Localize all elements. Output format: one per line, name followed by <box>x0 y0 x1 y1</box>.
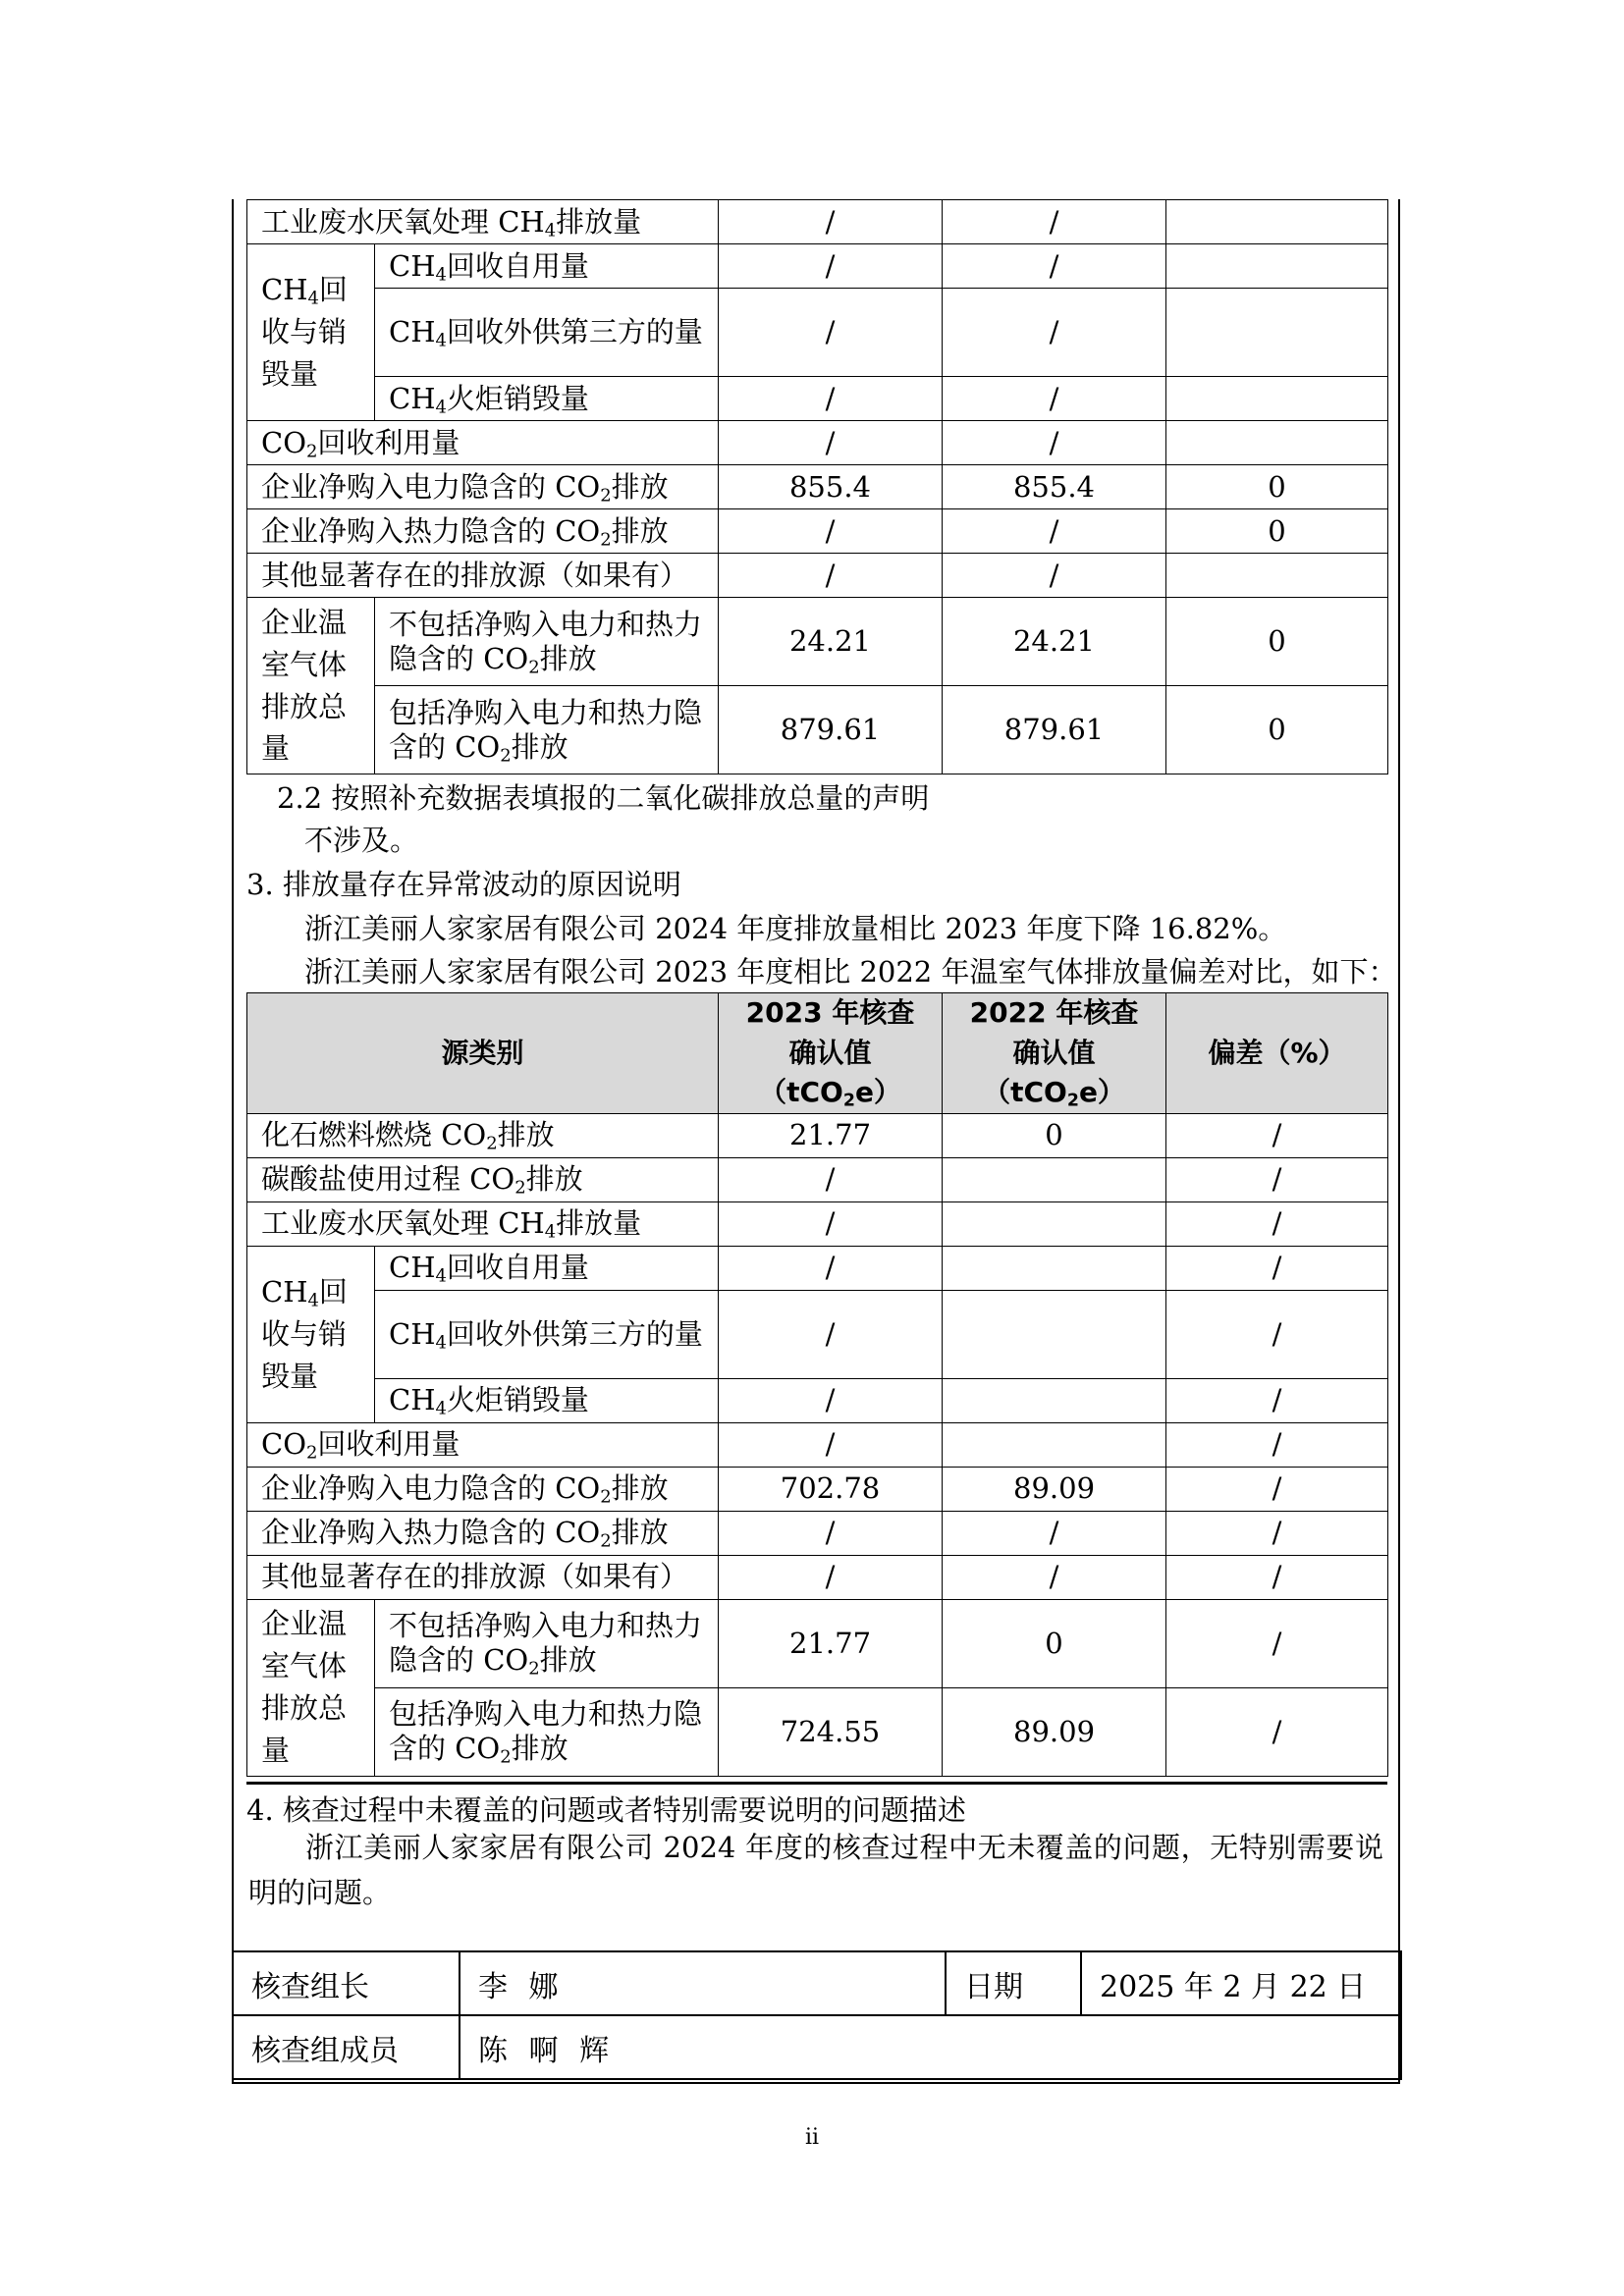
table-cell <box>943 1157 1166 1201</box>
section-4-heading: 4. 核查过程中未覆盖的问题或者特别需要说明的问题描述 <box>246 1793 966 1827</box>
page-number: ii <box>804 2125 820 2150</box>
table-cell: / <box>1166 1511 1388 1555</box>
header-2022: 2022 年核查确认值（tCO$_2$e） <box>943 993 1166 1114</box>
table-cell: / <box>1166 1113 1388 1157</box>
table-cell: / <box>719 421 943 465</box>
table-row <box>247 1599 1388 1687</box>
table-cell: / <box>719 1555 943 1599</box>
table-cell: / <box>719 289 943 377</box>
table-cell: 0 <box>943 1113 1166 1157</box>
table-cell: / <box>719 1422 943 1467</box>
row-label: 其他显著存在的排放源（如果有） <box>247 1555 719 1599</box>
table-cell: 0 <box>943 1599 1166 1687</box>
row-label: 企业净购入电力隐含的 $CO_2$排放 <box>247 465 719 509</box>
table-cell: / <box>943 377 1166 421</box>
date-label: 日期 <box>946 1951 1081 2015</box>
table-cell: / <box>1166 1290 1388 1378</box>
signoff-table <box>232 1950 1402 2080</box>
row-label: $CH_4$回收自用量 <box>375 244 719 289</box>
table-cell: 89.09 <box>943 1687 1166 1776</box>
table-cell: 0 <box>1166 598 1388 686</box>
table-cell: / <box>943 1555 1166 1599</box>
group-label: 企业温室气体排放总量 <box>247 598 375 774</box>
section-3-heading: 3. 排放量存在异常波动的原因说明 <box>246 868 681 901</box>
table-cell: / <box>943 244 1166 289</box>
table-cell <box>1166 244 1388 289</box>
table-cell: / <box>943 289 1166 377</box>
row-label: $CH_4$回收外供第三方的量 <box>375 1290 719 1378</box>
table-row <box>247 509 1388 554</box>
table-cell: / <box>719 244 943 289</box>
member-names: 陈 啊 辉 <box>460 2015 1401 2079</box>
table-row <box>247 1422 1388 1467</box>
section-2-2-body: 不涉及。 <box>304 824 419 857</box>
table-cell: / <box>719 1378 943 1422</box>
row-label: 碳酸盐使用过程 $CO_2$排放 <box>247 1157 719 1201</box>
table-header-row <box>247 993 1388 1114</box>
row-label: $CO_2$回收利用量 <box>247 1422 719 1467</box>
table-cell: / <box>719 377 943 421</box>
table-row <box>247 244 1388 289</box>
table-cell <box>943 1422 1166 1467</box>
row-label: 不包括净购入电力和热力隐含的 $CO_2$排放 <box>375 1599 719 1687</box>
row-label: $CO_2$回收利用量 <box>247 421 719 465</box>
table-cell: / <box>943 421 1166 465</box>
table-cell: / <box>1166 1467 1388 1511</box>
signoff-row <box>233 1951 1401 2015</box>
group-label: 企业温室气体排放总量 <box>247 1599 375 1776</box>
table-row <box>247 1290 1388 1378</box>
table-cell: 879.61 <box>719 686 943 774</box>
row-label: 工业废水厌氧处理 $CH_4$排放量 <box>247 1201 719 1246</box>
row-label: $CH_4$回收自用量 <box>375 1246 719 1290</box>
table-cell: 0 <box>1166 686 1388 774</box>
table-row <box>247 686 1388 774</box>
group-label: $CH_4$回收与销毁量 <box>247 244 375 421</box>
table-row <box>247 200 1388 244</box>
table-row <box>247 1467 1388 1511</box>
table-cell: / <box>719 1246 943 1290</box>
table-cell: / <box>1166 1157 1388 1201</box>
row-label: 工业废水厌氧处理 $CH_4$排放量 <box>247 200 719 244</box>
row-label: 化石燃料燃烧 $CO_2$排放 <box>247 1113 719 1157</box>
leader-label: 核查组长 <box>233 1951 460 2015</box>
table-cell <box>1166 554 1388 598</box>
table-cell: / <box>1166 1378 1388 1422</box>
row-label: 企业净购入电力隐含的 $CO_2$排放 <box>247 1467 719 1511</box>
table-cell: / <box>1166 1555 1388 1599</box>
table-row <box>247 1157 1388 1201</box>
section-2-2-heading: 2.2 按照补充数据表填报的二氧化碳排放总量的声明 <box>277 781 930 815</box>
row-label: 不包括净购入电力和热力隐含的 $CO_2$排放 <box>375 598 719 686</box>
table-cell: / <box>943 200 1166 244</box>
table-row <box>247 1201 1388 1246</box>
row-label: $CH_4$火炬销毁量 <box>375 1378 719 1422</box>
section-3-line-2: 浙江美丽人家家居有限公司 2023 年度相比 2022 年温室气体排放量偏差对比，如下： <box>304 955 1397 988</box>
header-deviation: 偏差（%） <box>1166 993 1388 1114</box>
table-row <box>247 554 1388 598</box>
table-cell: 0 <box>1166 465 1388 509</box>
table-row <box>247 421 1388 465</box>
table-cell: / <box>719 509 943 554</box>
table-row <box>247 465 1388 509</box>
row-label: 企业净购入热力隐含的 $CO_2$排放 <box>247 1511 719 1555</box>
table-cell: / <box>943 1511 1166 1555</box>
table-cell <box>943 1246 1166 1290</box>
table-cell: 0 <box>1166 509 1388 554</box>
table-cell: / <box>719 200 943 244</box>
table-cell: / <box>1166 1599 1388 1687</box>
date-value: 2025 年 2 月 22 日 <box>1081 1951 1401 2015</box>
table-row <box>247 1378 1388 1422</box>
row-label: 包括净购入电力和热力隐含的 $CO_2$排放 <box>375 1687 719 1776</box>
member-label: 核查组成员 <box>233 2015 460 2079</box>
table-cell: 702.78 <box>719 1467 943 1511</box>
table-cell: 855.4 <box>943 465 1166 509</box>
row-label: 企业净购入热力隐含的 $CO_2$排放 <box>247 509 719 554</box>
table-row <box>247 377 1388 421</box>
table-cell <box>1166 421 1388 465</box>
table-cell: / <box>943 554 1166 598</box>
section-divider <box>246 1782 1387 1785</box>
emissions-comparison-table <box>246 992 1388 1777</box>
table-cell: 24.21 <box>719 598 943 686</box>
signoff-row <box>233 2015 1401 2079</box>
table-cell: / <box>1166 1687 1388 1776</box>
table-cell <box>943 1378 1166 1422</box>
leader-name: 李 娜 <box>460 1951 946 2015</box>
table-cell: 89.09 <box>943 1467 1166 1511</box>
table-cell: / <box>1166 1422 1388 1467</box>
table-cell: / <box>719 1290 943 1378</box>
table-row <box>247 1246 1388 1290</box>
table-row <box>247 1113 1388 1157</box>
table-cell <box>1166 200 1388 244</box>
table-cell: / <box>719 1201 943 1246</box>
table-cell: / <box>719 1157 943 1201</box>
row-label: 其他显著存在的排放源（如果有） <box>247 554 719 598</box>
table-row <box>247 289 1388 377</box>
table-cell: / <box>1166 1246 1388 1290</box>
table-cell <box>943 1290 1166 1378</box>
header-source: 源类别 <box>247 993 719 1114</box>
row-label: $CH_4$回收外供第三方的量 <box>375 289 719 377</box>
table-cell: / <box>719 554 943 598</box>
table-row <box>247 1511 1388 1555</box>
table-cell: 21.77 <box>719 1113 943 1157</box>
table-cell <box>1166 289 1388 377</box>
section-4-body: 浙江美丽人家家居有限公司 2024 年度的核查过程中无未覆盖的问题，无特别需要说明的问题。 <box>248 1831 1383 1910</box>
table-cell: / <box>943 509 1166 554</box>
table-cell: 21.77 <box>719 1599 943 1687</box>
table-row <box>247 1555 1388 1599</box>
table-row <box>247 598 1388 686</box>
table-cell <box>1166 377 1388 421</box>
table-cell: 24.21 <box>943 598 1166 686</box>
group-label: $CH_4$回收与销毁量 <box>247 1246 375 1422</box>
table-row <box>247 1687 1388 1776</box>
table-cell: 855.4 <box>719 465 943 509</box>
table-cell: / <box>1166 1201 1388 1246</box>
section-3-line-1: 浙江美丽人家家居有限公司 2024 年度排放量相比 2023 年度下降 16.82%。 <box>304 912 1287 945</box>
row-label: $CH_4$火炬销毁量 <box>375 377 719 421</box>
emissions-table-2024 <box>246 199 1388 774</box>
table-cell: 724.55 <box>719 1687 943 1776</box>
header-2023: 2023 年核查确认值（tCO$_2$e） <box>719 993 943 1114</box>
table-cell <box>943 1201 1166 1246</box>
table-cell: / <box>719 1511 943 1555</box>
table-cell: 879.61 <box>943 686 1166 774</box>
row-label: 包括净购入电力和热力隐含的 $CO_2$排放 <box>375 686 719 774</box>
